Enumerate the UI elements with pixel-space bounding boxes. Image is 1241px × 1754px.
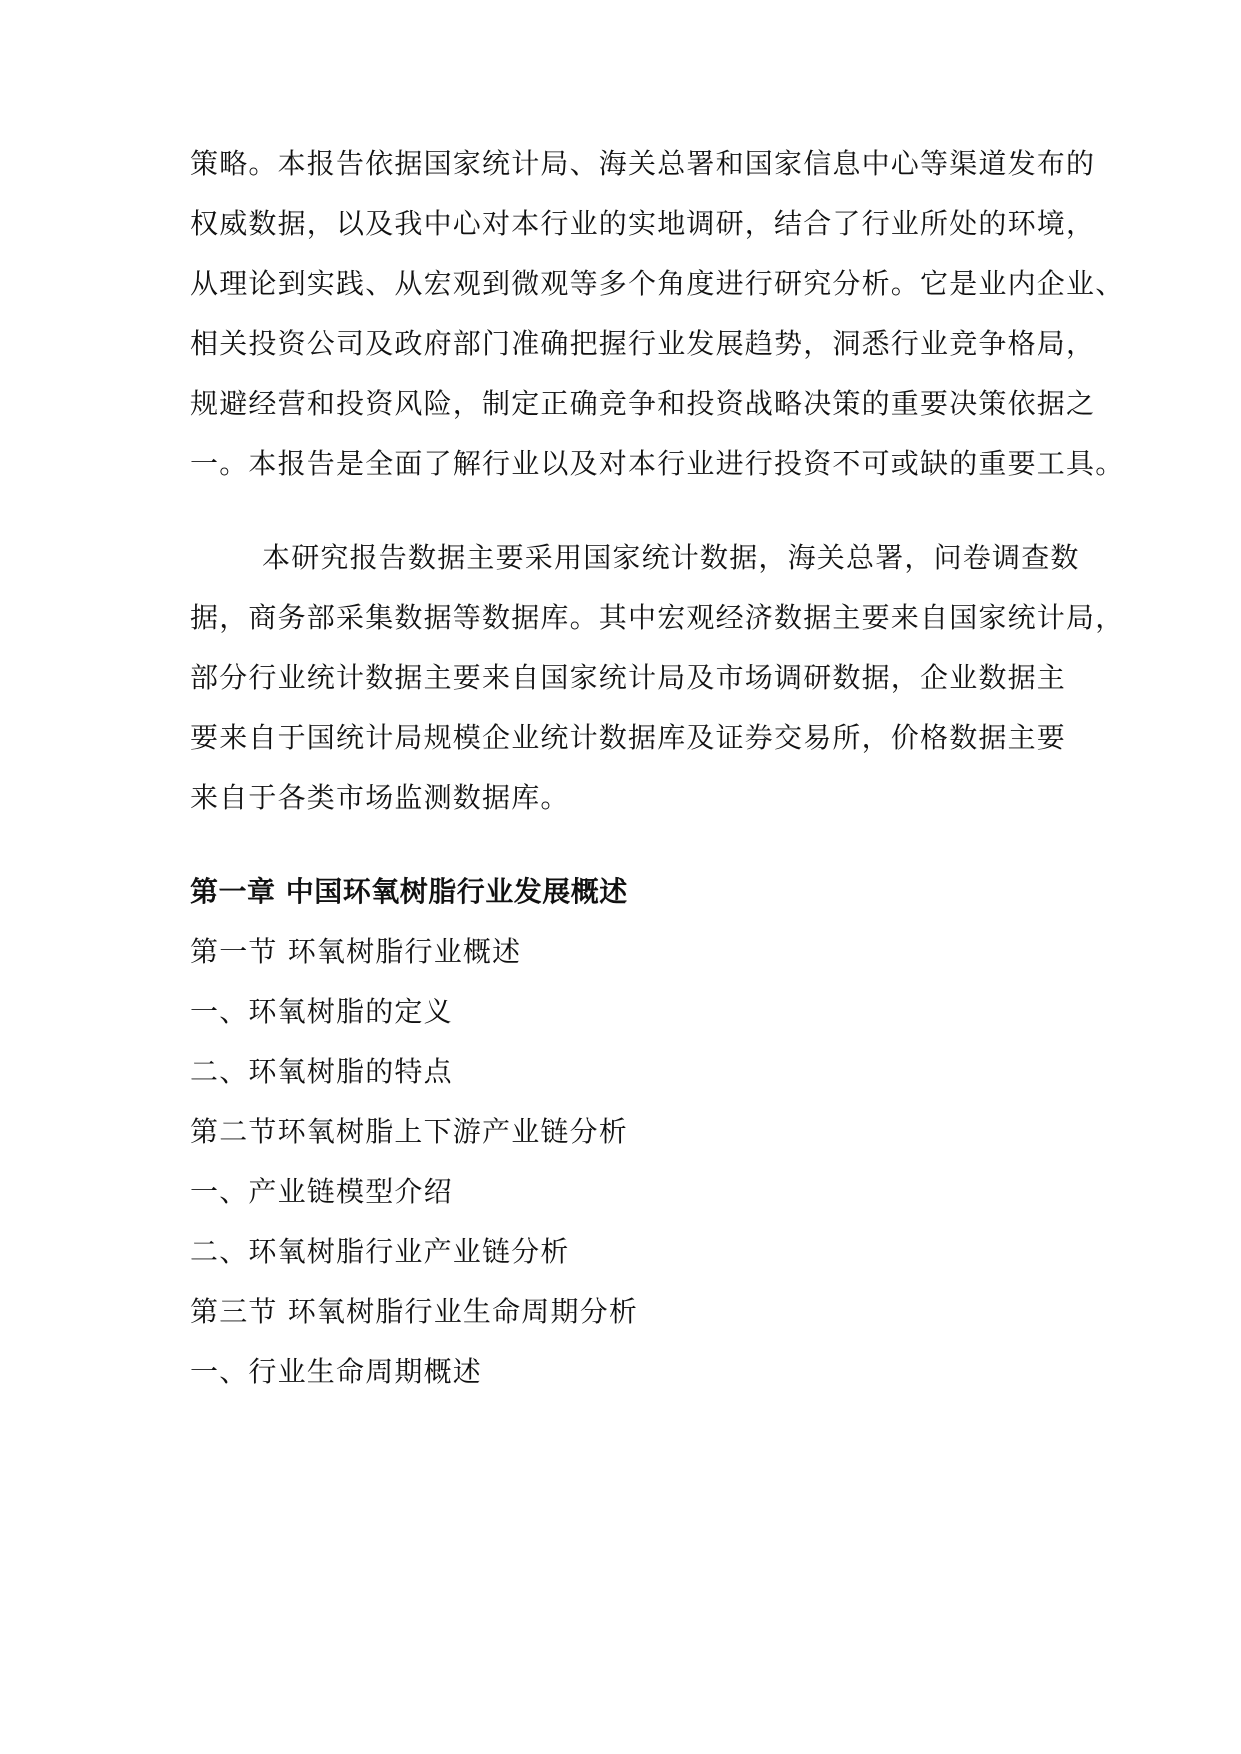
toc-item: 一、产业链模型介绍 (190, 1175, 453, 1208)
text-line: 要来自于国统计局规模企业统计数据库及证券交易所，价格数据主要 (190, 721, 1067, 754)
text-line: 策略。本报告依据国家统计局、海关总署和国家信息中心等渠道发布的 (190, 147, 1096, 180)
text-line: 权威数据，以及我中心对本行业的实地调研，结合了行业所处的环境， (190, 207, 1096, 240)
text-line: 来自于各类市场监测数据库。 (190, 781, 570, 814)
toc-item: 第三节 环氧树脂行业生命周期分析 (190, 1295, 639, 1328)
toc-item: 第二节环氧树脂上下游产业链分析 (190, 1115, 629, 1148)
toc-item: 一、行业生命周期概述 (190, 1355, 483, 1388)
toc-item: 二、环氧树脂行业产业链分析 (190, 1235, 570, 1268)
text-line: 据，商务部采集数据等数据库。其中宏观经济数据主要来自国家统计局， (190, 601, 1125, 634)
text-line: 规避经营和投资风险，制定正确竞争和投资战略决策的重要决策依据之 (190, 387, 1096, 420)
toc-item: 二、环氧树脂的特点 (190, 1055, 453, 1088)
toc-item: 一、环氧树脂的定义 (190, 995, 453, 1028)
text-line: 相关投资公司及政府部门准确把握行业发展趋势，洞悉行业竞争格局， (190, 327, 1096, 360)
chapter-heading: 第一章 中国环氧树脂行业发展概述 (190, 875, 628, 908)
text-line: 一。本报告是全面了解行业以及对本行业进行投资不可或缺的重要工具。 (190, 447, 1125, 480)
text-line: 本研究报告数据主要采用国家统计数据，海关总署，问卷调查数 (262, 541, 1080, 574)
text-line: 部分行业统计数据主要来自国家统计局及市场调研数据，企业数据主 (190, 661, 1067, 694)
text-line: 从理论到实践、从宏观到微观等多个角度进行研究分析。它是业内企业、 (190, 267, 1125, 300)
toc-item: 第一节 环氧树脂行业概述 (190, 935, 522, 968)
